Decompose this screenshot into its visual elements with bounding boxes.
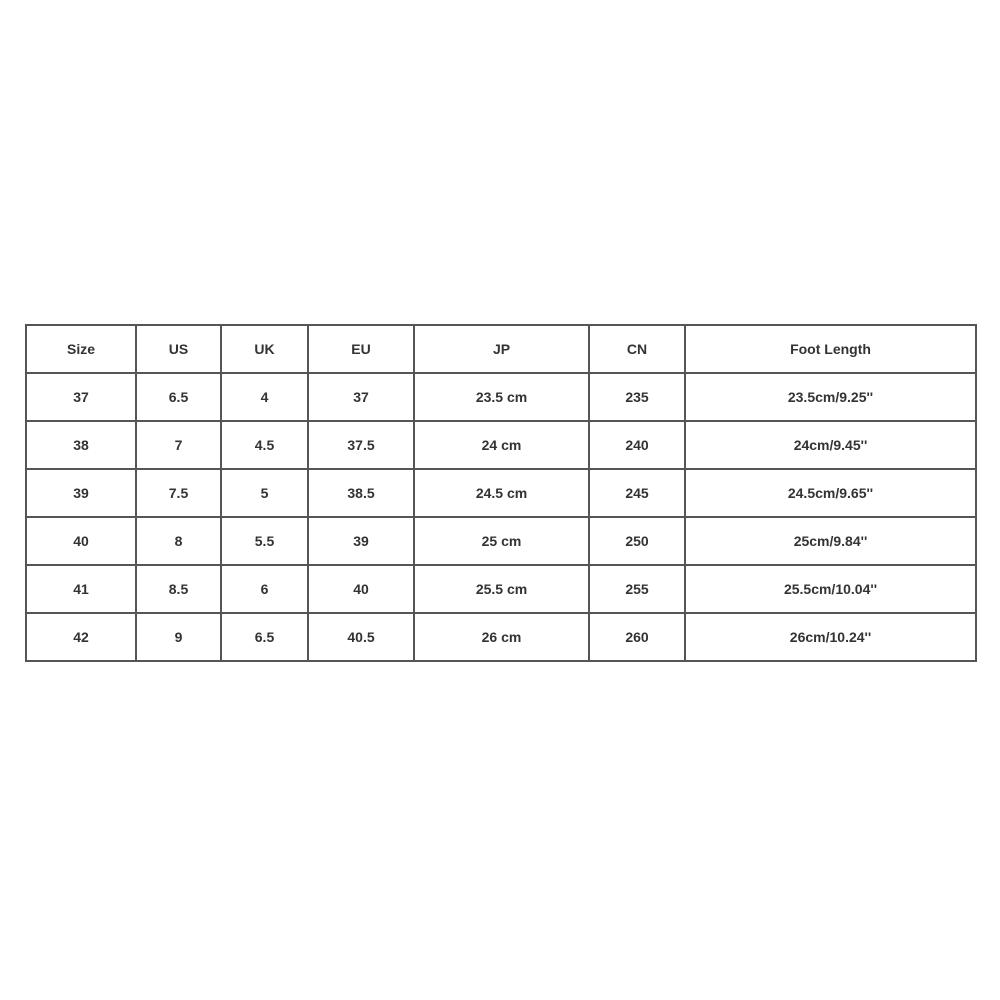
- cell-foot-length: 24.5cm/9.65'': [685, 469, 976, 517]
- header-eu: EU: [308, 325, 414, 373]
- cell-cn: 250: [589, 517, 685, 565]
- table-row: [26, 469, 976, 517]
- header-foot-length: Foot Length: [685, 325, 976, 373]
- cell-eu: 39: [308, 517, 414, 565]
- table-row: [26, 421, 976, 469]
- cell-foot-length: 24cm/9.45'': [685, 421, 976, 469]
- header-us: US: [136, 325, 221, 373]
- cell-eu: 38.5: [308, 469, 414, 517]
- header-cn: CN: [589, 325, 685, 373]
- cell-uk: 4.5: [221, 421, 308, 469]
- cell-size: 41: [26, 565, 136, 613]
- cell-eu: 37.5: [308, 421, 414, 469]
- cell-us: 8.5: [136, 565, 221, 613]
- cell-jp: 25.5 cm: [414, 565, 589, 613]
- cell-jp: 24 cm: [414, 421, 589, 469]
- cell-uk: 5: [221, 469, 308, 517]
- cell-cn: 255: [589, 565, 685, 613]
- cell-us: 7.5: [136, 469, 221, 517]
- table-row: [26, 613, 976, 661]
- cell-cn: 240: [589, 421, 685, 469]
- cell-eu: 40.5: [308, 613, 414, 661]
- cell-size: 38: [26, 421, 136, 469]
- header-size: Size: [26, 325, 136, 373]
- cell-uk: 4: [221, 373, 308, 421]
- header-jp: JP: [414, 325, 589, 373]
- cell-jp: 24.5 cm: [414, 469, 589, 517]
- cell-eu: 37: [308, 373, 414, 421]
- cell-foot-length: 25.5cm/10.04'': [685, 565, 976, 613]
- table-row: [26, 517, 976, 565]
- table-header-row: [26, 325, 976, 373]
- cell-uk: 5.5: [221, 517, 308, 565]
- cell-cn: 245: [589, 469, 685, 517]
- cell-size: 40: [26, 517, 136, 565]
- cell-jp: 26 cm: [414, 613, 589, 661]
- size-chart-table: [25, 324, 977, 662]
- header-uk: UK: [221, 325, 308, 373]
- cell-foot-length: 25cm/9.84'': [685, 517, 976, 565]
- cell-foot-length: 26cm/10.24'': [685, 613, 976, 661]
- cell-size: 37: [26, 373, 136, 421]
- cell-us: 9: [136, 613, 221, 661]
- cell-cn: 235: [589, 373, 685, 421]
- table-row: [26, 373, 976, 421]
- cell-cn: 260: [589, 613, 685, 661]
- cell-eu: 40: [308, 565, 414, 613]
- cell-jp: 23.5 cm: [414, 373, 589, 421]
- table-row: [26, 565, 976, 613]
- cell-size: 42: [26, 613, 136, 661]
- cell-foot-length: 23.5cm/9.25'': [685, 373, 976, 421]
- cell-us: 6.5: [136, 373, 221, 421]
- cell-size: 39: [26, 469, 136, 517]
- cell-us: 7: [136, 421, 221, 469]
- cell-us: 8: [136, 517, 221, 565]
- cell-uk: 6: [221, 565, 308, 613]
- cell-uk: 6.5: [221, 613, 308, 661]
- cell-jp: 25 cm: [414, 517, 589, 565]
